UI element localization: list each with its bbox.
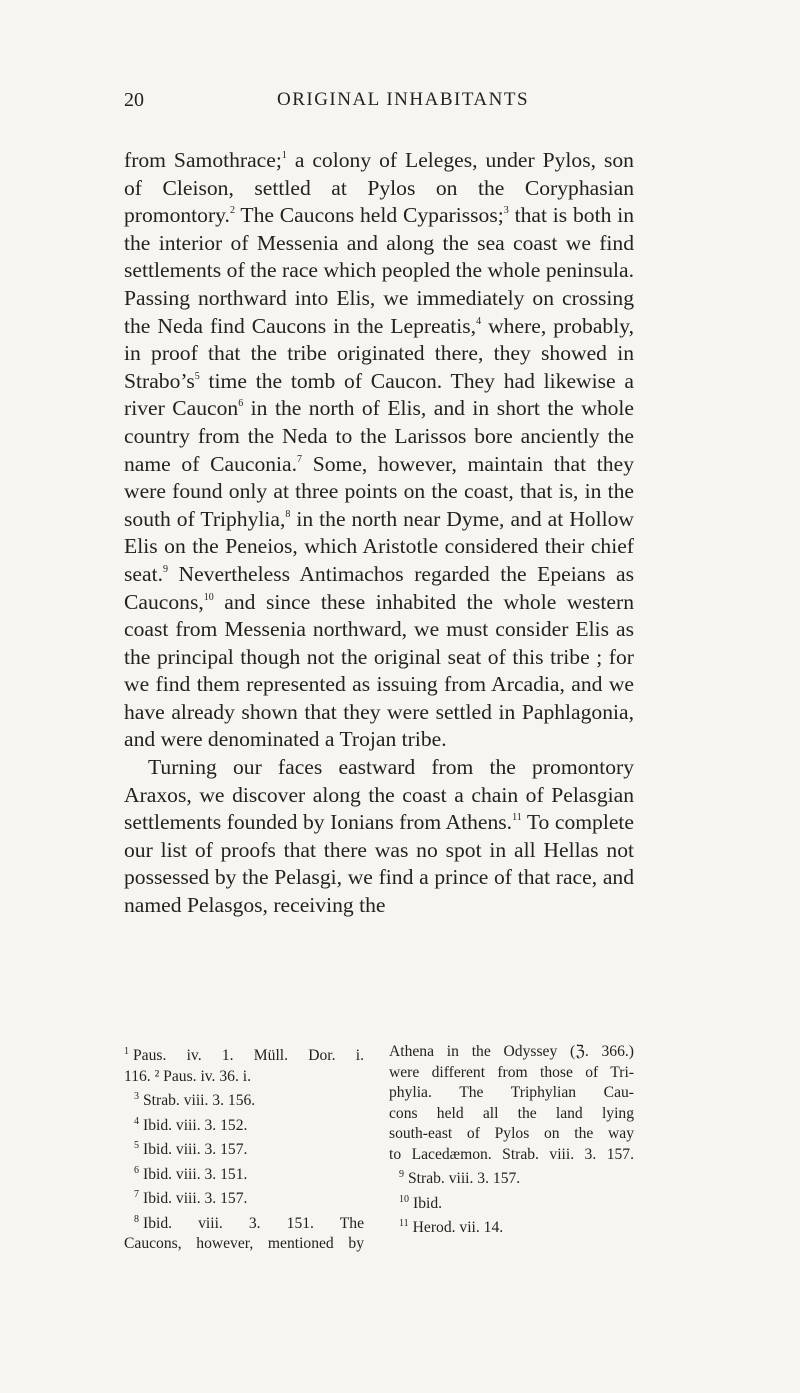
text-run: Some, however, maintain that they were found only at three points on the coast, that is, in the south of Triphylia, [124, 451, 634, 531]
footnote-text: Ibid. [413, 1194, 443, 1212]
footnote-text: Ibid. viii. 3. 152. [143, 1116, 248, 1134]
footnote-text: Paus. iv. 1. Müll. Dor. i. [133, 1047, 364, 1064]
footnote-line [124, 1136, 364, 1161]
footnote-number: 9 [399, 1169, 404, 1180]
footnote-number: 10 [399, 1193, 409, 1205]
text-run: where, probably, in proof that the tribe originated there, they showed in Strabo’s [124, 313, 635, 393]
footnote-text: 116. ² Paus. iv. 36. i. [124, 1067, 251, 1085]
footnote-ref: 5 [194, 370, 200, 382]
footnote-number: 11 [399, 1218, 409, 1229]
footnote-text: Strab. viii. 3. 157. [408, 1170, 521, 1187]
footnote-ref: 6 [238, 398, 244, 410]
footnotes-left-column [124, 1042, 364, 1255]
footnote-ref: 4 [476, 315, 482, 327]
footnote-ref: 3 [503, 205, 509, 217]
footnote-text: south-east of Pylos on the way [389, 1125, 634, 1142]
footnote-number: 6 [134, 1164, 139, 1176]
footnote-line [389, 1124, 634, 1145]
footnote-line [124, 1067, 364, 1088]
text-run: a colony of Leleges, under Pylos, son of Cleison, settled at Pylos on the Coryphasian promontory. [124, 148, 634, 228]
page-header [124, 89, 658, 119]
text-run: The Caucons held Cyparissos; [234, 203, 504, 228]
footnote-line [124, 1112, 364, 1137]
footnote-text: cons held all the land lying [389, 1104, 634, 1122]
footnote-text: Ibid. viii. 3. 157. [143, 1141, 248, 1158]
footnote-line [389, 1083, 634, 1104]
footnote-number: 3 [134, 1091, 139, 1102]
text-run: To complete our list of proofs that there was no spot in all Hellas not possessed by the Pelasgi, we find a prince of that race, and named Pelasgos, receiving the [124, 810, 635, 918]
footnote-text: Strab. viii. 3. 156. [143, 1092, 256, 1109]
footnotes-right-column [389, 1042, 634, 1255]
text-run: and since these inhabited the whole western coast from Messenia northward, we must consider Elis as the principal though not the original seat of this tribe ; for we find them represented as issuing from Arcadia, and we have already shown that they were settled in Paphlagonia, and were denominated a Trojan tribe. [124, 589, 634, 752]
footnote-number: 5 [134, 1140, 139, 1151]
footnote-number: 1 [124, 1046, 129, 1057]
footnote-text: Athena in the Odyssey (ℨ. 366.) [389, 1043, 634, 1060]
footnote-line [389, 1104, 634, 1125]
footnote-line [124, 1234, 364, 1255]
footnote-line [124, 1042, 364, 1067]
footnote-ref: 8 [285, 508, 291, 520]
footnote-number: 7 [134, 1189, 139, 1200]
footnote-text: to Lacedæmon. Strab. viii. 3. 157. [389, 1145, 634, 1163]
footnote-text: Ibid. viii. 3. 151. [143, 1165, 248, 1183]
footnote-text: Ibid. viii. 3. 151. The [143, 1214, 364, 1232]
footnote-ref: 7 [297, 453, 303, 465]
text-run: time the tomb of Caucon. They had likewise a river Caucon [124, 368, 634, 421]
footnote-text: Herod. vii. 14. [412, 1219, 504, 1236]
footnote-line [124, 1087, 364, 1112]
footnote-ref: 9 [162, 563, 168, 575]
footnotes [124, 1042, 634, 1255]
footnote-ref: 1 [281, 150, 287, 161]
footnote-line [389, 1214, 634, 1239]
footnote-text: Caucons, however, mentioned by [124, 1235, 364, 1252]
footnote-line [124, 1210, 364, 1235]
footnote-text: phylia. The Triphylian Cau- [389, 1084, 634, 1101]
footnote-line [389, 1145, 634, 1166]
text-run: that is both in the interior of Messenia and along the sea coast we find settlements of the race which peopled the whole peninsula. Passing northward into Elis, we immediately on crossing the Neda find Caucons in the Lepreatis, [124, 203, 634, 338]
running-title: ORIGINAL INHABITANTS [276, 89, 530, 110]
text-run: from Samothrace; [124, 148, 282, 172]
footnote-text: Ibid. viii. 3. 157. [143, 1190, 248, 1207]
footnote-line [124, 1185, 364, 1210]
text-run: in the north near Dyme, and at Hollow Elis on the Peneios, which Aristotle considered their chief seat. [124, 506, 634, 586]
footnote-line [124, 1161, 364, 1186]
body-text [124, 147, 634, 920]
footnote-ref: 11 [512, 812, 522, 824]
page-number: 20 [124, 89, 144, 111]
footnote-text: were different from those of Tri- [389, 1063, 634, 1081]
paragraph [124, 754, 634, 920]
text-run: Nevertheless Antimachos regarded the Epeians as Caucons, [124, 561, 634, 614]
footnote-line [389, 1165, 634, 1190]
footnote-ref: 2 [229, 205, 235, 217]
footnote-number: 8 [134, 1213, 139, 1225]
text-run: Turning our faces eastward from the promontory Araxos, we discover along the coast a chain of Pelasgian settlements founded by Ionians from Athens. [124, 755, 634, 835]
footnote-line [389, 1190, 634, 1215]
footnote-line [389, 1063, 634, 1084]
paragraph [124, 147, 634, 754]
footnote-ref: 10 [203, 591, 214, 603]
footnote-number: 4 [134, 1115, 139, 1127]
footnote-line [389, 1042, 634, 1063]
text-run: in the north of Elis, and in short the whole country from the Neda to the Larissos bore anciently the name of Cauconia. [124, 396, 634, 476]
